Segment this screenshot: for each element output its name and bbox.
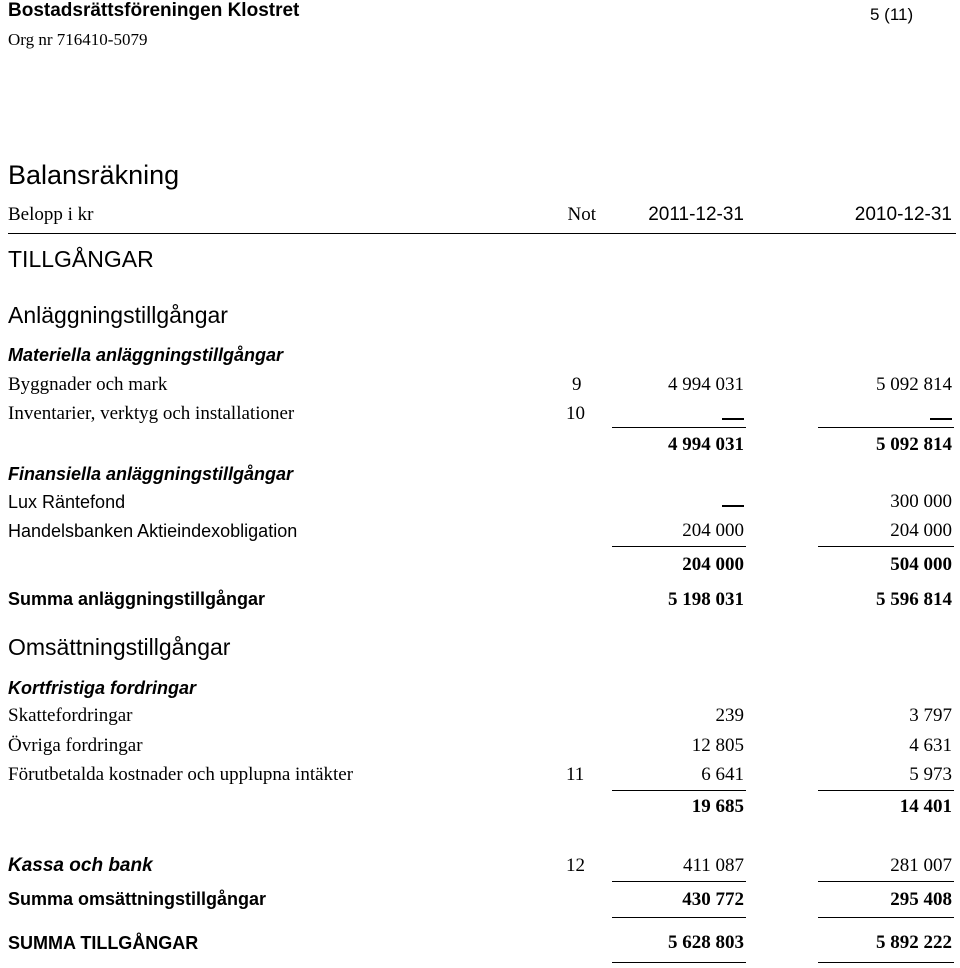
row-label-lux: Lux Räntefond <box>8 492 126 512</box>
assets-total-previous: 5 892 222 <box>876 932 952 953</box>
assets-total-current-line <box>612 962 746 963</box>
financial-current-sum-line <box>612 546 746 547</box>
receivables-previous-sum-line <box>818 790 954 791</box>
row-previous-cash: 281 007 <box>890 855 952 876</box>
row-previous-equipment-dash <box>930 418 952 420</box>
fixed-assets-total-current: 5 198 031 <box>668 589 744 610</box>
row-note-buildings: 9 <box>572 374 582 395</box>
organization-name: Bostadsrättsföreningen Klostret <box>8 0 300 21</box>
financial-subtotal-previous: 504 000 <box>890 554 952 575</box>
current-assets-total-previous: 295 408 <box>890 889 952 910</box>
row-previous-tax: 3 797 <box>909 705 952 726</box>
section-current-assets: Omsättningstillgångar <box>8 634 231 660</box>
tangible-previous-sum-line <box>818 427 954 428</box>
row-current-prepaid: 6 641 <box>701 764 744 785</box>
current-assets-total-current-line <box>612 917 746 918</box>
row-label-cash: Kassa och bank <box>8 855 153 876</box>
row-current-tax: 239 <box>715 705 744 726</box>
subsection-financial-assets: Finansiella anläggningstillgångar <box>8 464 294 484</box>
row-previous-handelsbanken: 204 000 <box>890 520 952 541</box>
financial-previous-sum-line <box>818 546 954 547</box>
financial-subtotal-current: 204 000 <box>682 554 744 575</box>
row-current-buildings: 4 994 031 <box>668 374 744 395</box>
assets-total-previous-line <box>818 962 954 963</box>
cash-previous-sum-line <box>818 881 954 882</box>
previous-year-column-header: 2010-12-31 <box>854 204 952 225</box>
section-fixed-assets: Anläggningstillgångar <box>8 302 228 328</box>
subsection-tangible-assets: Materiella anläggningstillgångar <box>8 345 284 365</box>
row-previous-buildings: 5 092 814 <box>876 374 952 395</box>
fixed-assets-total-previous: 5 596 814 <box>876 589 952 610</box>
row-note-cash: 12 <box>566 855 585 876</box>
amount-unit-label: Belopp i kr <box>8 204 94 225</box>
receivables-current-sum-line <box>612 790 746 791</box>
row-previous-prepaid: 5 973 <box>909 764 952 785</box>
receivables-subtotal-previous: 14 401 <box>899 796 952 817</box>
row-label-buildings: Byggnader och mark <box>8 374 168 395</box>
fixed-assets-total-label: Summa anläggningstillgångar <box>8 589 266 609</box>
header-divider <box>8 233 956 234</box>
current-year-column-header: 2011-12-31 <box>648 204 744 225</box>
tangible-subtotal-current: 4 994 031 <box>668 434 744 455</box>
page-number: 5 (11) <box>870 5 914 24</box>
row-note-prepaid: 11 <box>566 764 585 785</box>
row-label-handelsbanken: Handelsbanken Aktieindexobligation <box>8 521 298 541</box>
assets-total-current: 5 628 803 <box>668 932 744 953</box>
receivables-subtotal-current: 19 685 <box>691 796 744 817</box>
row-current-cash: 411 087 <box>682 855 744 876</box>
page-title: Balansräkning <box>8 160 180 190</box>
current-assets-total-current: 430 772 <box>682 889 744 910</box>
subsection-receivables: Kortfristiga fordringar <box>8 678 197 698</box>
current-assets-total-previous-line <box>818 917 954 918</box>
current-assets-total-label: Summa omsättningstillgångar <box>8 889 267 909</box>
row-label-equipment: Inventarier, verktyg och installationer <box>8 403 295 424</box>
row-label-prepaid: Förutbetalda kostnader och upplupna intäkter <box>8 764 354 785</box>
organization-number: Org nr 716410-5079 <box>8 30 148 49</box>
row-previous-other: 4 631 <box>909 735 952 756</box>
row-previous-lux: 300 000 <box>890 491 952 512</box>
cash-current-sum-line <box>612 881 746 882</box>
tangible-subtotal-previous: 5 092 814 <box>876 434 952 455</box>
row-label-tax: Skattefordringar <box>8 705 133 726</box>
tangible-current-sum-line <box>612 427 746 428</box>
section-assets: TILLGÅNGAR <box>8 246 154 272</box>
row-current-other: 12 805 <box>691 735 744 756</box>
assets-total-label: SUMMA TILLGÅNGAR <box>8 933 199 953</box>
row-note-equipment: 10 <box>566 403 585 424</box>
row-current-equipment-dash <box>722 418 744 420</box>
row-current-lux-dash <box>722 505 744 507</box>
note-column-header: Not <box>567 204 596 225</box>
row-current-handelsbanken: 204 000 <box>682 520 744 541</box>
row-label-other: Övriga fordringar <box>8 735 143 756</box>
